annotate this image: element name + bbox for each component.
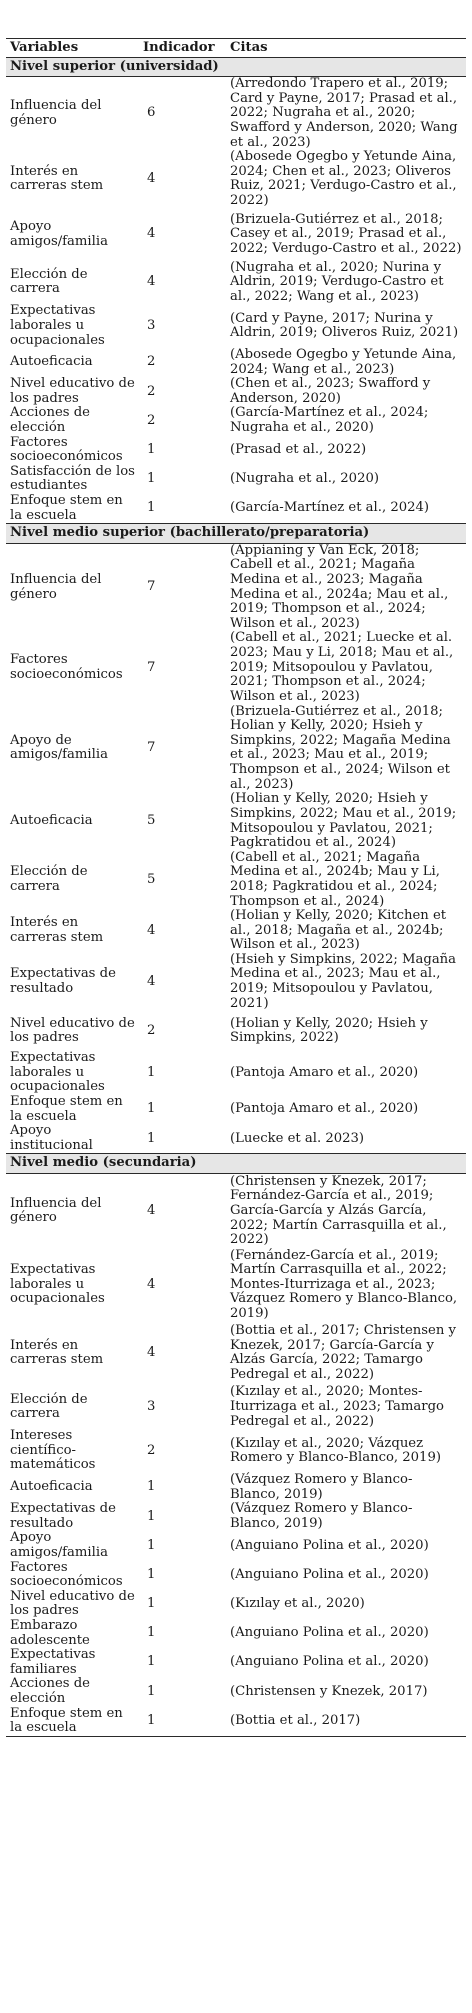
table-row	[6, 792, 466, 850]
table-row	[6, 543, 466, 631]
variable-cell: Satisfacción de los estudiantes	[10, 463, 135, 494]
table-body	[6, 57, 466, 1736]
citas-cell: (García-Martínez et al., 2024; Nugraha et al., 2020)	[230, 405, 429, 436]
variable-cell: Autoeficacia	[10, 354, 93, 370]
variable-cell: Expectativas laborales u ocupacionales	[10, 1050, 105, 1095]
citas-cell: (Cabell et al., 2021; Magaña Medina et al., 2024b; Mau y Li, 2018; Pagkratidou et al., 2024; Thompson et al., 2024)	[230, 849, 440, 909]
table-row	[6, 1051, 466, 1095]
citas-cell: (Arredondo Trapero et al., 2019; Card y Payne, 2017; Prasad et al., 2022; Nugraha et al., 2020; Swafford y Anderson, 2020; Wang et al., 2023)	[230, 76, 458, 150]
table-row	[6, 1648, 466, 1677]
citas-cell: (Fernández-García et al., 2019; Martín Carrasquilla et al., 2022; Montes-Iturrizaga et al., 2023; Vázquez Romero y Blanco-Blanco, 2019)	[230, 1247, 458, 1321]
variable-cell: Intereses científico-matemáticos	[10, 1428, 96, 1473]
variable-cell: Interés en carreras stem	[10, 915, 104, 945]
table-header	[6, 39, 466, 58]
variable-cell: Apoyo amigos/familia	[10, 1530, 108, 1560]
table-row	[6, 261, 466, 305]
table-row	[6, 406, 466, 435]
indicador-cell: 1	[147, 1683, 156, 1699]
indicador-cell: 1	[147, 1625, 156, 1641]
indicador-cell: 5	[147, 871, 156, 887]
variable-cell: Nivel educativo de los padres	[10, 376, 135, 406]
citas-cell: (García-Martínez et al., 2024)	[230, 500, 430, 516]
variable-cell: Autoeficacia	[10, 813, 93, 829]
table-row	[6, 377, 466, 406]
variable-cell: Expectativas familiares	[10, 1647, 96, 1677]
table-row	[6, 1124, 466, 1154]
table-row	[6, 1502, 466, 1531]
indicador-cell: 3	[147, 317, 156, 333]
citas-cell: (Pantoja Amaro et al., 2020)	[230, 1101, 419, 1117]
indicador-cell: 1	[147, 1654, 156, 1670]
table-row	[6, 1561, 466, 1590]
indicador-cell: 6	[147, 105, 156, 121]
citas-cell: (Hsieh y Simpkins, 2022; Magaña Medina et al., 2023; Mau et al., 2019; Mitsopoulou y Pavlatou, 2021)	[230, 951, 457, 1011]
citas-cell: (Kızılay et al., 2020)	[230, 1596, 365, 1612]
section-header-row	[6, 1154, 466, 1174]
table-row	[6, 1174, 466, 1249]
indicador-cell: 5	[147, 813, 156, 829]
citas-cell: (Cabell et al., 2021; Luecke et al. 2023; Mau y Li, 2018; Mau et al., 2019; Mitsopoulou y Pavlatou, 2021; Thompson et al., 2024; Wilson et al., 2023)	[230, 630, 454, 704]
variable-cell: Embarazo adolescente	[10, 1617, 90, 1648]
table-row	[6, 304, 466, 348]
citas-cell: (Abosede Ogegbo y Yetunde Aina, 2024; Wang et al., 2023)	[230, 347, 457, 377]
section-header-row	[6, 524, 466, 544]
citas-cell: (Christensen y Knezek, 2017)	[230, 1683, 428, 1699]
citas-cell: (Card y Payne, 2017; Nurina y Aldrin, 2019; Oliveros Ruiz, 2021)	[230, 310, 459, 341]
variable-cell: Expectativas laborales u ocupacionales	[10, 303, 105, 348]
indicador-cell: 7	[147, 740, 156, 756]
indicador-cell: 4	[147, 1345, 156, 1361]
indicador-cell: 1	[139, 1707, 226, 1737]
citas-cell: (Chen et al., 2023; Swafford y Anderson, 2020)	[230, 376, 431, 406]
variable-cell: Factores socioeconómicos	[10, 434, 123, 465]
variable-cell: Expectativas de resultado	[10, 1501, 116, 1531]
table-row	[6, 494, 466, 524]
table-row	[6, 1619, 466, 1648]
indicador-cell: 7	[147, 659, 156, 675]
table-row	[6, 631, 466, 704]
table-row	[6, 1095, 466, 1124]
header-row	[6, 39, 466, 58]
table-row	[6, 1677, 466, 1706]
indicador-cell: 2	[147, 412, 156, 428]
indicador-cell: 2	[147, 1442, 156, 1458]
citas-cell: (Holian y Kelly, 2020; Kitchen et al., 2018; Magaña et al., 2024b; Wilson et al., 2023)	[230, 908, 447, 953]
citas-cell: (Anguiano Polina et al., 2020)	[230, 1566, 429, 1582]
table-row	[6, 348, 466, 377]
indicador-cell: 4	[147, 171, 156, 187]
table-row	[6, 150, 466, 208]
section-title: Nivel superior (universidad)	[6, 57, 466, 77]
indicador-cell: 1	[147, 471, 156, 487]
table-row	[6, 1707, 466, 1737]
table-row	[6, 1321, 466, 1385]
indicador-cell: 4	[147, 1276, 156, 1292]
variables-table	[6, 38, 466, 1737]
variable-cell: Acciones de elección	[10, 405, 90, 436]
citas-cell: (Kızılay et al., 2020; Vázquez Romero y Blanco-Blanco, 2019)	[230, 1435, 441, 1466]
variable-cell: Elección de carrera	[10, 864, 88, 894]
citas-cell: (Anguiano Polina et al., 2020)	[230, 1537, 429, 1553]
table-row	[6, 436, 466, 465]
variable-cell: Interés en carreras stem	[10, 163, 104, 194]
citas-cell: (Bottia et al., 2017; Christensen y Knezek, 2017; García-García y Alzás García, 2022; Tamargo Pedregal et al., 2022)	[230, 1323, 456, 1383]
table-row	[6, 77, 466, 150]
indicador-cell: 2	[147, 1022, 156, 1038]
citas-cell: (Christensen y Knezek, 2017; Fernández-García et al., 2019; García-García y Alzás García, 2022; Martín Carrasquilla et al., 2022)	[230, 1173, 447, 1248]
indicador-cell: 1	[147, 1064, 156, 1080]
table-row	[6, 1249, 466, 1322]
indicador-cell: 4	[147, 1202, 156, 1218]
table-row	[6, 851, 466, 909]
table-row	[6, 1531, 466, 1560]
header-variables: Variables	[6, 39, 139, 58]
header-citas: Citas	[226, 39, 466, 58]
citas-cell: (Brizuela-Gutiérrez et al., 2018; Casey et al., 2019; Prasad et al., 2022; Verdugo-Castro et al., 2022)	[230, 211, 462, 256]
variable-cell: Apoyo amigos/familia	[10, 218, 108, 249]
variable-cell: Apoyo de amigos/familia	[10, 732, 108, 763]
indicador-cell: 1	[147, 1566, 156, 1582]
variable-cell: Elección de carrera	[10, 266, 88, 297]
indicador-cell: 1	[147, 1130, 156, 1146]
indicador-cell: 7	[147, 579, 156, 595]
citas-cell: (Appianing y Van Eck, 2018; Cabell et al., 2021; Magaña Medina et al., 2023; Magaña Medina et al., 2024a; Mau et al., 2019; Thompson et al., 2024; Wilson et al., 2023)	[230, 542, 449, 631]
table-row	[6, 1473, 466, 1502]
variable-cell: Factores socioeconómicos	[10, 652, 123, 682]
indicador-cell: 4	[147, 274, 156, 290]
indicador-cell: 1	[147, 1508, 156, 1524]
indicador-cell: 1	[147, 1479, 156, 1495]
citas-cell: (Pantoja Amaro et al., 2020)	[230, 1064, 419, 1080]
indicador-cell: 3	[147, 1399, 156, 1415]
indicador-cell: 1	[147, 441, 156, 457]
variable-cell: Influencia del género	[10, 572, 102, 602]
indicador-cell: 1	[147, 500, 156, 516]
citas-cell: (Nugraha et al., 2020)	[230, 471, 379, 487]
variable-cell: Interés en carreras stem	[10, 1337, 104, 1368]
variable-cell: Acciones de elección	[10, 1676, 90, 1706]
variable-cell: Enfoque stem en la escuela	[6, 1707, 139, 1737]
citas-cell: (Holian y Kelly, 2020; Hsieh y Simpkins, 2022)	[230, 1015, 428, 1046]
citas-cell: (Prasad et al., 2022)	[230, 441, 367, 457]
variable-cell: Enfoque stem en la escuela	[10, 1094, 123, 1124]
header-indicador: Indicador	[139, 39, 226, 58]
table-row	[6, 909, 466, 953]
indicador-cell: 2	[147, 354, 156, 370]
variable-cell: Expectativas de resultado	[10, 966, 116, 997]
table-row	[6, 1011, 466, 1051]
variable-cell: Nivel educativo de los padres	[10, 1015, 135, 1046]
table-row	[6, 465, 466, 494]
variable-cell: Elección de carrera	[10, 1391, 88, 1422]
citas-cell: (Abosede Ogegbo y Yetunde Aina, 2024; Chen et al., 2023; Oliveros Ruiz, 2021; Verdugo-Castro et al., 2022)	[230, 149, 457, 208]
table-row	[6, 209, 466, 261]
citas-cell: (Nugraha et al., 2020; Nurina y Aldrin, 2019; Verdugo-Castro et al., 2022; Wang et al., 2023)	[230, 259, 444, 304]
table-row	[6, 1429, 466, 1473]
citas-cell: (Holian y Kelly, 2020; Hsieh y Simpkins, 2022; Mau et al., 2019; Mitsopoulou y Pavlatou, 2021; Pagkratidou et al., 2024)	[230, 791, 457, 851]
section-header-row	[6, 57, 466, 77]
table-row	[6, 953, 466, 1011]
indicador-cell: 1	[147, 1596, 156, 1612]
indicador-cell: 4	[147, 973, 156, 989]
section-title: Nivel medio superior (bachillerato/preparatoria)	[6, 524, 466, 544]
indicador-cell: 1	[147, 1537, 156, 1553]
citas-cell: (Anguiano Polina et al., 2020)	[230, 1625, 429, 1641]
indicador-cell: 4	[147, 226, 156, 242]
indicador-cell: 4	[147, 922, 156, 938]
variable-cell: Nivel educativo de los padres	[10, 1588, 135, 1619]
indicador-cell: 2	[147, 383, 156, 399]
citas-cell: (Brizuela-Gutiérrez et al., 2018; Holian y Kelly, 2020; Hsieh y Simpkins, 2022; Magaña Medina et al., 2023; Mau et al., 2019; Thompson et al., 2024; Wilson et al., 2023)	[230, 703, 451, 792]
variable-cell: Apoyo institucional	[10, 1123, 93, 1153]
section-title: Nivel medio (secundaria)	[6, 1154, 466, 1174]
variable-cell: Influencia del género	[10, 1195, 102, 1226]
citas-cell: (Luecke et al. 2023)	[230, 1130, 365, 1146]
variable-cell: Autoeficacia	[10, 1479, 93, 1495]
table-row	[6, 1590, 466, 1619]
table-row	[6, 704, 466, 792]
variable-cell: Enfoque stem en la escuela	[10, 493, 123, 523]
table-row	[6, 1385, 466, 1429]
variable-cell: Influencia del género	[10, 98, 102, 128]
citas-cell: (Bottia et al., 2017)	[226, 1707, 466, 1737]
citas-cell: (Vázquez Romero y Blanco-Blanco, 2019)	[230, 1472, 413, 1502]
indicador-cell: 1	[147, 1101, 156, 1117]
variable-cell: Expectativas laborales u ocupacionales	[10, 1262, 105, 1307]
citas-cell: (Kızılay et al., 2020; Montes-Iturrizaga et al., 2023; Tamargo Pedregal et al., 2022)	[230, 1384, 444, 1429]
variable-cell: Factores socioeconómicos	[10, 1559, 123, 1590]
citas-cell: (Vázquez Romero y Blanco-Blanco, 2019)	[230, 1501, 413, 1531]
citas-cell: (Anguiano Polina et al., 2020)	[230, 1654, 429, 1670]
